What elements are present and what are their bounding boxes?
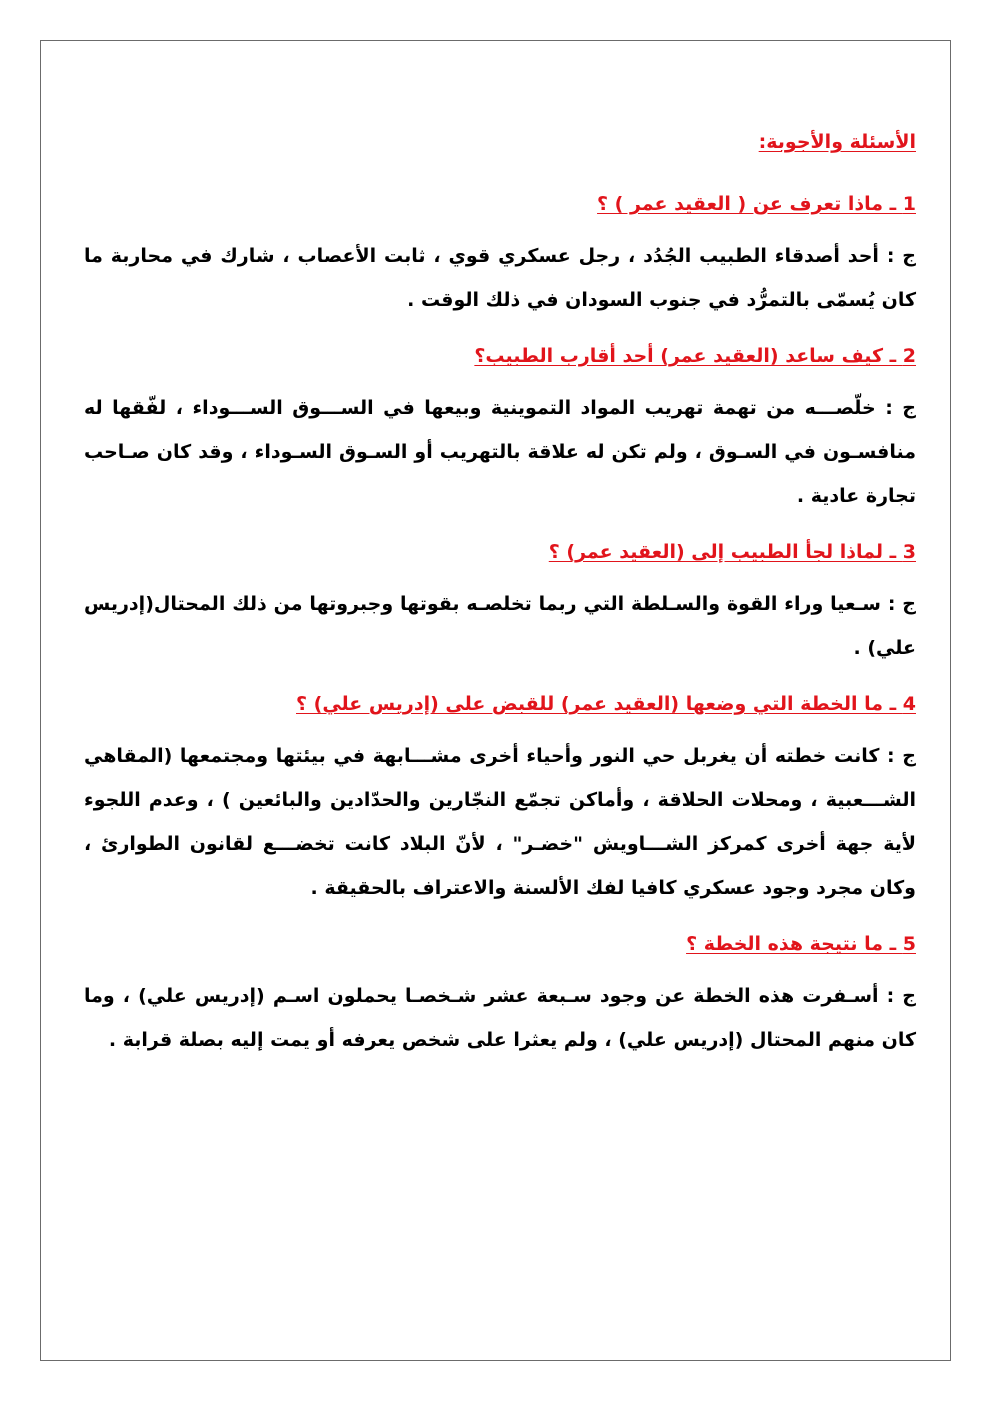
question-4: 4 ـ ما الخطة التي وضعها (العقيد عمر) للقبض على (إدريس علي) ؟: [296, 693, 916, 715]
answer-5: ج : أسـفرت هذه الخطة عن وجود سـبعة عشر شـخصـا يحملون اسـم (إدريس علي) ، وما كان منهم المحتال (إدريس علي) ، ولم يعثرا على شخص يعرفه أو يمت إليه بصلة قرابة .: [84, 985, 916, 1051]
section-title: الأسئلة والأجوبة:: [758, 131, 916, 153]
question-1: 1 ـ ماذا تعرف عن ( العقيد عمر ) ؟: [597, 193, 916, 215]
answer-3: ج : سـعيا وراء القوة والسـلطة التي ربما تخلصـه بقوتها وجبروتها من ذلك المحتال(إدريس علي) .: [84, 593, 916, 659]
question-2: 2 ـ كيف ساعد (العقيد عمر) أحد أقارب الطبيب؟: [474, 345, 916, 367]
question-5: 5 ـ ما نتيجة هذه الخطة ؟: [686, 933, 916, 955]
question-3: 3 ـ لماذا لجأ الطبيب إلى (العقيد عمر) ؟: [548, 541, 916, 563]
answer-2: ج : خلّصـــه من تهمة تهريب المواد التموينية وبيعها في الســـوق الســـوداء ، لفّقها له منافسـون في السـوق ، ولم تكن له علاقة بالتهريب أو السـوق السـوداء ، وقد كان صـاحب تجارة عادية .: [84, 397, 916, 507]
document-body: [84, 118, 916, 1072]
answer-4: ج : كانت خطته أن يغربل حي النور وأحياء أخرى مشـــابهة في بيئتها ومجتمعها (المقاهي الشـــعبية ، ومحلات الحلاقة ، وأماكن تجمّع النجّارين والحدّادين والبائعين ) ، وعدم اللجوء لأية جهة أخرى كمركز الشـــاويش "خضـر" ، لأنّ البلاد كانت تخضـــع لقانون الطوارئ ، وكان مجرد وجود عسكري كافيا لفك الألسنة والاعتراف بالحقيقة .: [84, 745, 916, 899]
answer-1: ج : أحد أصدقاء الطبيب الجُدُد ، رجل عسكري قوي ، ثابت الأعصاب ، شارك في محاربة ما كان يُسمّى بالتمرُّد في جنوب السودان في ذلك الوقت .: [84, 245, 916, 311]
